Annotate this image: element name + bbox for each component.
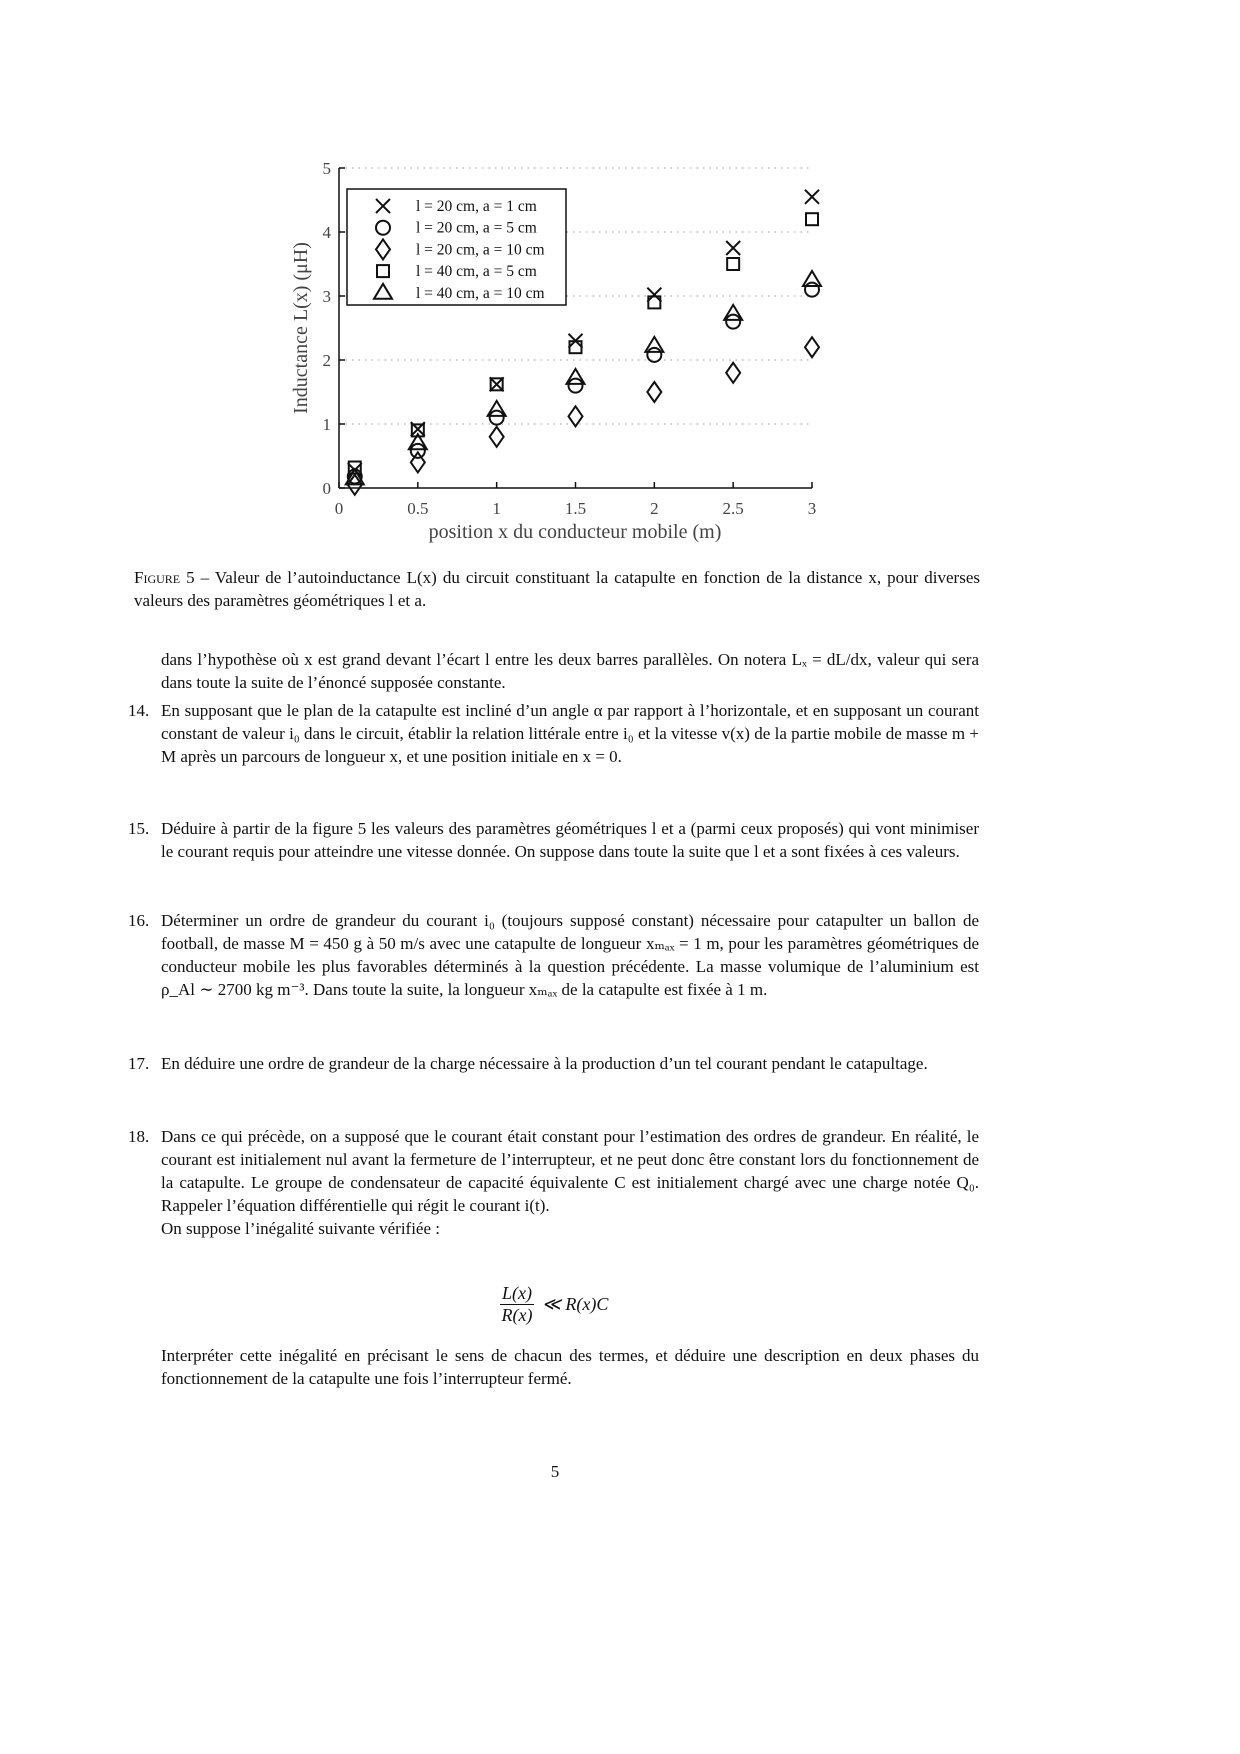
intro-paragraph: dans l’hypothèse où x est grand devant l’écart l entre les deux barres parallèles. On notera Lₓ = dL/dx, valeur qui sera dans toute la suite de l’énoncé supposée constante. [161,650,979,692]
inequality-equation [500,1283,608,1326]
legend-entry: l = 20 cm, a = 1 cm [416,198,537,215]
data-point-circle [805,283,819,297]
data-point-diamond [726,363,740,383]
question-16 [128,909,979,1001]
data-point-diamond [490,427,504,447]
x-tick-label: 1 [492,499,501,518]
legend-entry: l = 40 cm, a = 5 cm [416,263,537,281]
y-tick-label: 3 [322,287,331,306]
data-point-triangle [645,337,663,352]
x-axis-label: position x du conducteur mobile (m) [428,521,722,543]
data-point-x [726,241,740,255]
equation-rhs: ≪ R(x)C [542,1294,609,1314]
data-point-circle [569,379,583,393]
data-point-square [570,341,582,353]
fraction [500,1283,534,1326]
question-followup: On suppose l’inégalité suivante vérifiée : [161,1219,440,1238]
data-point-diamond [805,337,819,357]
question-text: Dans ce qui précède, on a supposé que le courant était constant pour l’estimation des ordres de grandeur. En réalité, le courant est initialement nul avant la fermeture de l’interrupteur, et ne peut donc être constant lors du fonctionnement de la catapulte. Le groupe de condensateur de capacité équivalente C est initialement chargé avec une charge notée Q₀. Rappeler l’équation différentielle qui régit le courant i(t). [161,1127,979,1215]
data-point-circle [490,411,504,425]
x-tick-label: 3 [807,499,817,518]
inductance-scatter-chart [0,0,1240,560]
data-point-x [490,377,504,391]
legend-entry: l = 20 cm, a = 10 cm [416,241,545,259]
x-tick-label: 0 [334,499,344,518]
question-number: 17. [128,1054,150,1073]
question-18-final: Interpréter cette inégalité en précisant le sens de chacun des termes, et déduire une description en deux phases du fonctionnement de la catapulte une fois l’interrupteur fermé. [161,1346,979,1388]
figure-label: Figure 5 [134,568,195,587]
data-point-circle [726,315,740,329]
question-text: Déterminer un ordre de grandeur du courant i₀ (toujours supposé constant) nécessaire pour catapulter un ballon de football, de masse M = 450 g à 50 m/s avec une catapulte de longueur xₘₐₓ = 1 m, pour les paramètres géométriques de conducteur mobile les plus favorables déterminés à la question précédente. La masse volumique de l’aluminium est ρ_Al ∼ 2700 kg m⁻³. Dans toute la suite, la longueur xₘₐₓ de la catapulte est fixée à 1 m. [161,911,979,999]
y-tick-label: 5 [322,159,331,178]
chart-legend [347,189,566,305]
y-tick-label: 1 [322,415,331,434]
y-axis-label: Inductance L(x) (μH) [290,242,312,414]
legend-entry: l = 20 cm, a = 5 cm [416,219,537,237]
figure-caption-text: – Valeur de l’autoinductance L(x) du circuit constituant la catapulte en fonction de la distance x, pour diverses valeurs des paramètres géométriques l et a. [134,568,980,610]
x-tick-label: 2.5 [722,499,744,518]
question-18 [128,1125,979,1240]
denominator: R(x) [501,1305,533,1325]
y-tick-label: 2 [322,351,331,370]
data-point-circle [647,348,661,362]
question-17 [128,1052,979,1075]
question-text: En déduire une ordre de grandeur de la charge nécessaire à la production d’un tel courant pendant le catapultage. [161,1054,928,1073]
question-14 [128,699,979,768]
question-number: 18. [128,1127,150,1146]
page-number: 5 [550,1462,560,1481]
data-point-square [727,258,739,270]
data-point-square [806,213,818,225]
data-point-x [805,190,819,204]
figure-caption [134,566,980,612]
y-tick-label: 0 [322,479,331,498]
question-number: 16. [128,911,150,930]
y-tick-label: 4 [322,223,331,242]
x-tick-label: 2 [650,499,659,518]
data-point-triangle [803,271,821,286]
question-number: 15. [128,819,150,838]
x-tick-label: 1.5 [564,499,587,518]
data-point-x [647,288,661,302]
question-15 [128,817,979,863]
numerator: L(x) [502,1283,532,1303]
question-text: Déduire à partir de la figure 5 les valeurs des paramètres géométriques l et a (parmi ceux proposés) qui vont minimiser le courant requis pour atteindre une vitesse donnée. On suppose dans toute la suite que l et a sont fixées à ces valeurs. [161,819,979,861]
data-point-diamond [647,382,661,402]
question-text: En supposant que le plan de la catapulte est incliné d’un angle α par rapport à l’horizontale, et en supposant un courant constant de valeur i₀ dans le circuit, établir la relation littérale entre i₀ et la vitesse v(x) de la partie mobile de masse m + M après un parcours de longueur x, et une position initiale en x = 0. [161,701,979,766]
x-tick-label: 0.5 [407,499,429,518]
legend-entry: l = 40 cm, a = 10 cm [416,284,545,302]
question-number: 14. [128,701,150,720]
